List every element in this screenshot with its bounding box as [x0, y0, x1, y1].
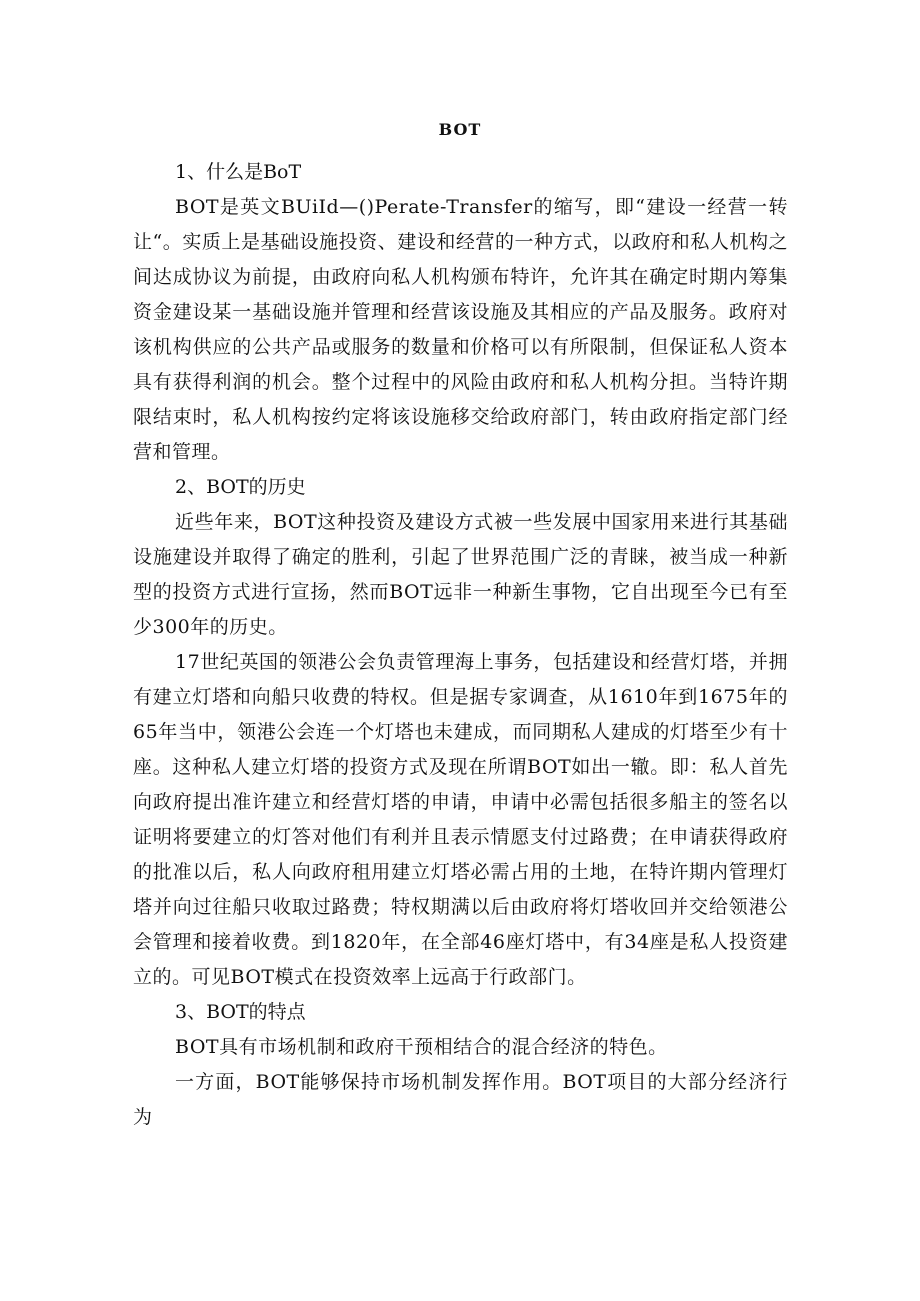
section-bot-features [133, 995, 788, 1135]
section-what-is-bot [133, 155, 788, 470]
paragraph: BOT具有市场机制和政府干预相结合的混合经济的特色。 [175, 1036, 668, 1058]
section-bot-history [133, 470, 788, 995]
section-heading: 1、什么是BoT [175, 161, 302, 183]
paragraph: 一方面，BOT能够保持市场机制发挥作用。BOT项目的大部分经济行为 [133, 1071, 788, 1128]
document-body [133, 155, 788, 1135]
paragraph: 17世纪英国的领港公会负责管理海上事务，包括建设和经营灯塔，并拥有建立灯塔和向船只收费的特权。但是据专家调查，从1610年到1675年的65年当中，领港公会连一个灯塔也未建成，而同期私人建成的灯塔至少有十座。这种私人建立灯塔的投资方式及现在所谓BOT如出一辙。即：私人首先向政府提出准许建立和经营灯塔的申请，申请中必需包括很多船主的签名以证明将要建立的灯答对他们有利并且表示情愿支付过路费；在申请获得政府的批准以后，私人向政府租用建立灯塔必需占用的土地，在特许期内管理灯塔并向过往船只收取过路费；特权期满以后由政府将灯塔收回并交给领港公会管理和接着收费。到1820年，在全部46座灯塔中，有34座是私人投资建立的。可见BOT模式在投资效率上远高于行政部门。 [133, 651, 788, 988]
document-title: BOT [438, 120, 482, 139]
paragraph: 近些年来，BOT这种投资及建设方式被一些发展中国家用来进行其基础设施建设并取得了确定的胜利，引起了世界范围广泛的青睐，被当成一种新型的投资方式进行宣扬，然而BOT远非一种新生事物，它自出现至今已有至少300年的历史。 [133, 511, 788, 638]
section-heading: 2、BOT的历史 [175, 476, 306, 498]
section-heading: 3、BOT的特点 [175, 1001, 306, 1023]
paragraph: BOT是英文BUiId—()Perate-Transfer的缩写，即“建设一经营一转让“。实质上是基础设施投资、建设和经营的一种方式，以政府和私人机构之间达成协议为前提，由政府向私人机构颁布特许，允许其在确定时期内筹集资金建设某一基础设施并管理和经营该设施及其相应的产品及服务。政府对该机构供应的公共产品或服务的数量和价格可以有所限制，但保证私人资本具有获得利润的机会。整个过程中的风险由政府和私人机构分担。当特许期限结束时，私人机构按约定将该设施移交给政府部门，转由政府指定部门经营和管理。 [133, 196, 788, 463]
